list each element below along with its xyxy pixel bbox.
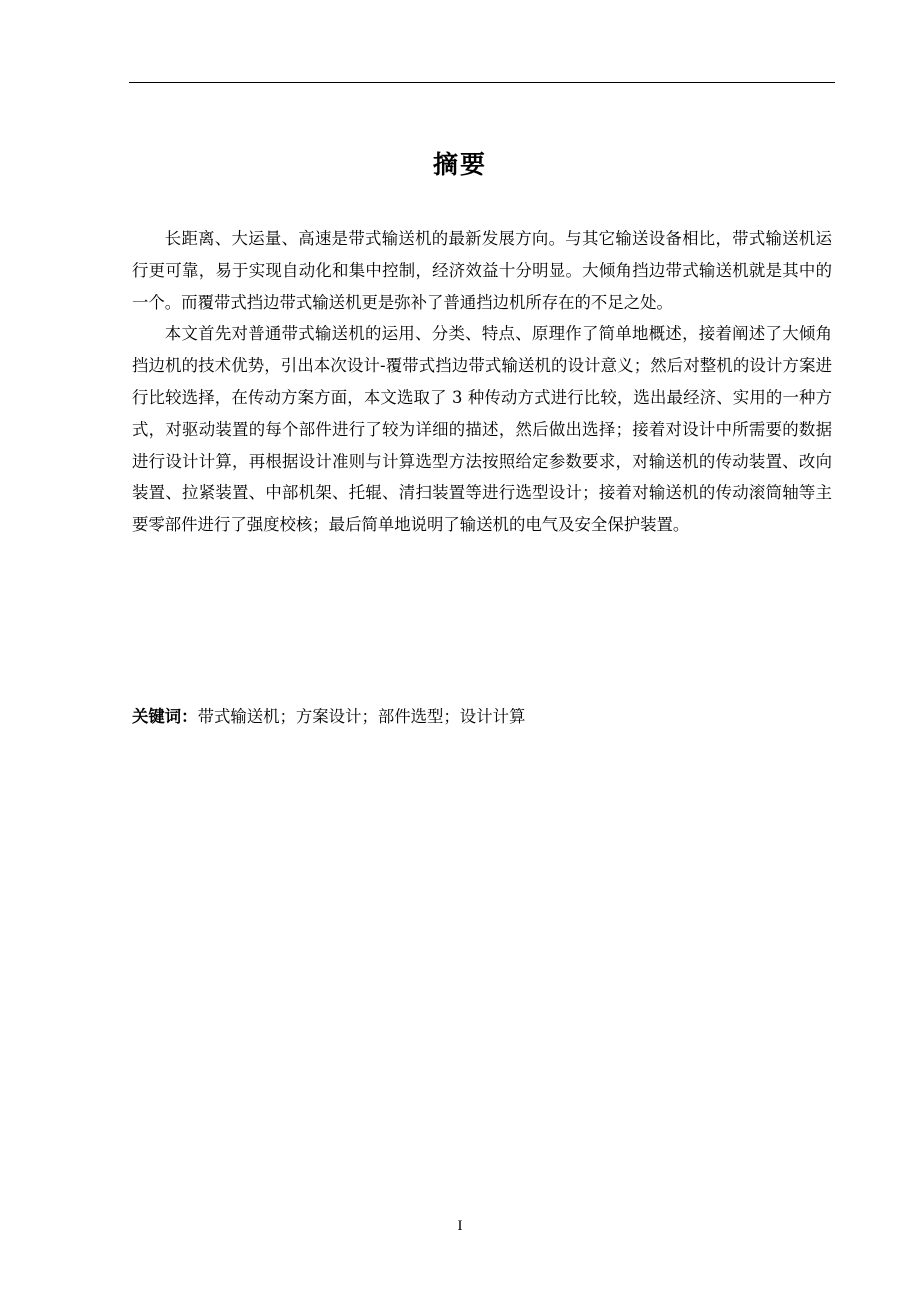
keywords-line [132,701,832,733]
page-number: I [457,1218,463,1234]
abstract-paragraph-1: 长距离、大运量、高速是带式输送机的最新发展方向。与其它输送设备相比，带式输送机运行更可靠，易于实现自动化和集中控制，经济效益十分明显。大倾角挡边带式输送机就是其中的一个。而覆带式挡边带式输送机更是弥补了普通挡边机所存在的不足之处。 [132,229,832,312]
keywords-label: 关键词： [132,707,198,726]
abstract-body [132,223,832,541]
page-title: 摘要 [432,150,487,179]
abstract-paragraph-2: 本文首先对普通带式输送机的运用、分类、特点、原理作了简单地概述，接着阐述了大倾角挡边机的技术优势，引出本次设计-覆带式挡边带式输送机的设计意义；然后对整机的设计方案进行比较选择，在传动方案方面，本文选取了 3 种传动方式进行比较，选出最经济、实用的一种方式，对驱动装置的每个部件进行了较为详细的描述，然后做出选择；接着对设计中所需要的数据进行设计计算，再根据设计准则与计算选型方法按照给定参数要求，对输送机的传动装置、改向装置、拉紧装置、中部机架、托辊、清扫装置等进行选型设计；接着对输送机的传动滚筒轴等主要零部件进行了强度校核；最后简单地说明了输送机的电气及安全保护装置。 [132,324,832,535]
keywords-value: 带式输送机；方案设计；部件选型；设计计算 [197,707,526,726]
header-rule [129,82,835,83]
